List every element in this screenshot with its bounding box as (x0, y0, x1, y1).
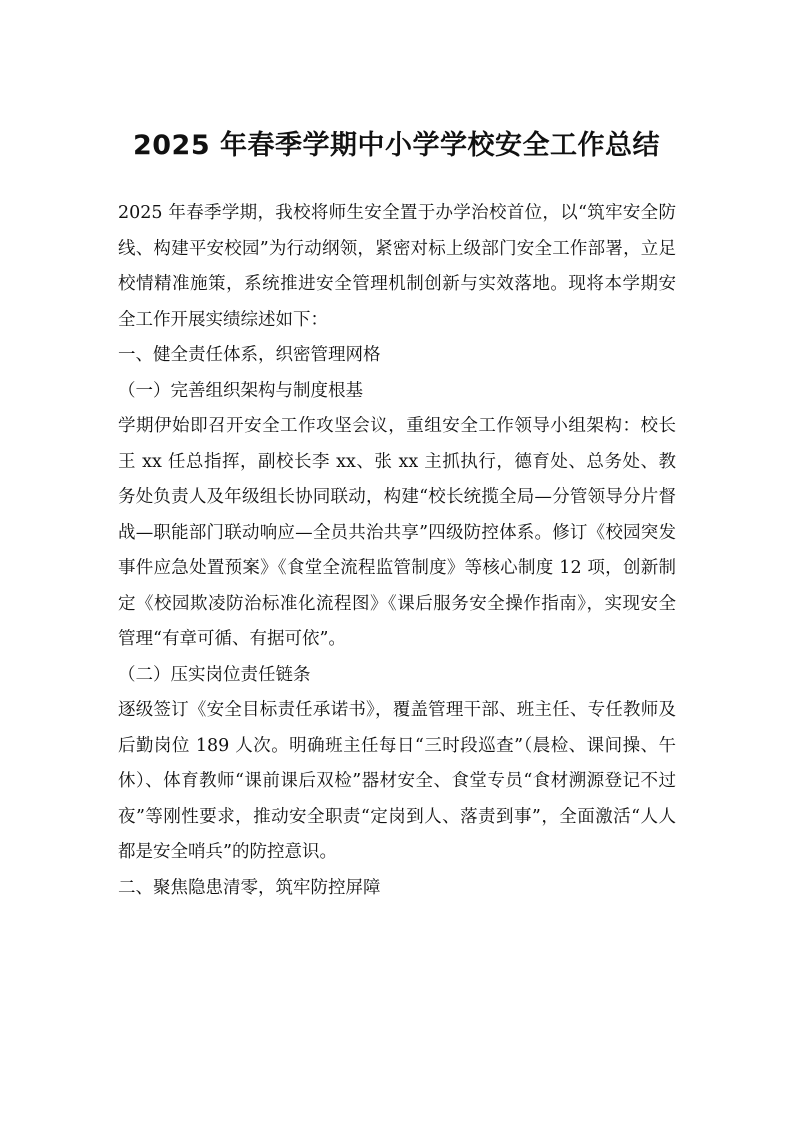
subsection-heading-1-1: （一）完善组织架构与制度根基 (118, 380, 363, 401)
section-heading-2: 二、聚焦隐患清零，筑牢防控屏障 (118, 877, 381, 898)
document-title: 2025 年春季学期中小学学校安全工作总结 (132, 130, 661, 161)
document-body (118, 196, 676, 906)
body-paragraph-1-1: 学期伊始即召开安全工作攻坚会议，重组安全工作领导小组架构：校长王 xx 任总指挥，副校长李 xx、张 xx 主抓执行，德育处、总务处、教务处负责人及年级组长协同联动，构建“校长统揽全局—分管领导分片督战—职能部门联动响应—全员共治共享”四级防控体系。修订《校园突发事件应急处置预案》《食堂全流程监管制度》等核心制度 12 项，创新制定《校园欺凌防治标准化流程图》《课后服务安全操作指南》，实现安全管理“有章可循、有据可依”。 (118, 416, 676, 649)
body-paragraph-1-2: 逐级签订《安全目标责任承诺书》，覆盖管理干部、班主任、专任教师及后勤岗位 189 人次。明确班主任每日“三时段巡查”（晨检、课间操、午休）、体育教师“课前课后双检”器材安全、食堂专员“食材溯源登记不过夜”等刚性要求，推动安全职责“定岗到人、落责到事”，全面激活“人人都是安全哨兵”的防控意识。 (118, 700, 676, 862)
section-heading-1: 一、健全责任体系，织密管理网格 (118, 345, 381, 365)
subsection-heading-1-2: （二）压实岗位责任链条 (118, 664, 311, 685)
intro-paragraph: 2025 年春季学期，我校将师生安全置于办学治校首位，以“筑牢安全防线、构建平安校园”为行动纲领，紧密对标上级部门安全工作部署，立足校情精准施策，系统推进安全管理机制创新与实效落地。现将本学期安全工作开展实绩综述如下： (118, 203, 676, 330)
